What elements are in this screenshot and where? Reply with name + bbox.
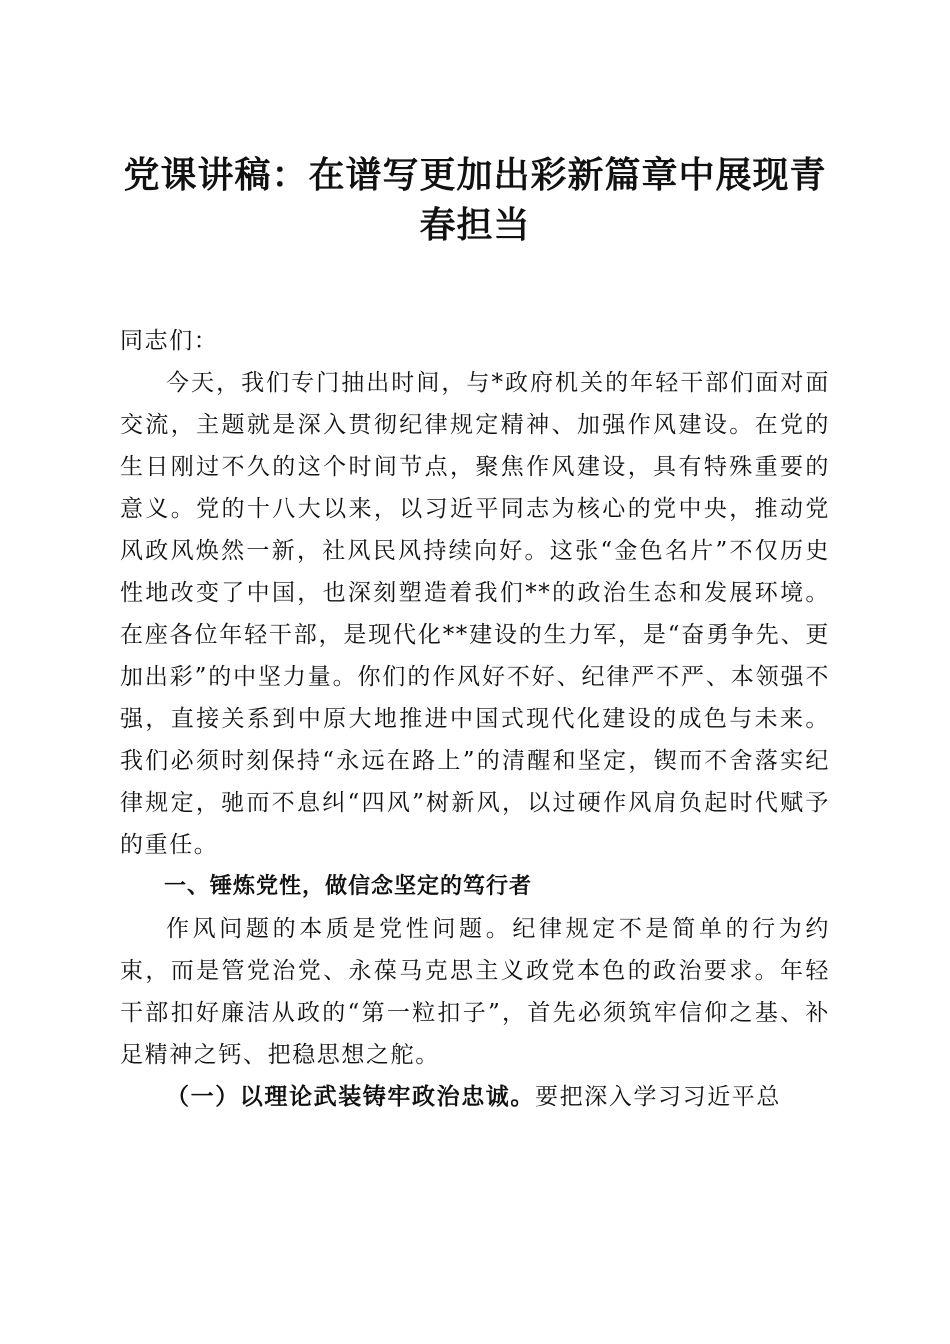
subsection-1-lead: （一）以理论武装铸牢政治忠诚。 [166, 1083, 535, 1110]
subsection-1-text: 要把深入学习习近平总 [535, 1084, 781, 1110]
subsection-1-paragraph [120, 1076, 830, 1118]
document-title: 党课讲稿：在谱写更加出彩新篇章中展现青春担当 [123, 154, 827, 246]
section-1-paragraph: 作风问题的本质是党性问题。纪律规定不是简单的行为约束，而是管党治党、永葆马克思主义政党本色的政治要求。年轻干部扣好廉洁从政的“第一粒扣子”，首先必须筑牢信仰之基、补足精神之钙、把稳思想之舵。 [120, 916, 830, 1068]
salutation: 同志们： [120, 328, 219, 354]
intro-paragraph: 今天，我们专门抽出时间，与*政府机关的年轻干部们面对面交流，主题就是深入贯彻纪律规定精神、加强作风建设。在党的生日刚过不久的这个时间节点，聚焦作风建设，具有特殊重要的意义。党的十八大以来，以习近平同志为核心的党中央，推动党风政风焕然一新，社风民风持续向好。这张“金色名片”不仅历史性地改变了中国，也深刻塑造着我们**的政治生态和发展环境。在座各位年轻干部，是现代化**建设的生力军，是“奋勇争先、更加出彩”的中坚力量。你们的作风好不好、纪律严不严、本领强不强，直接关系到中原大地推进中国式现代化建设的成色与未来。我们必须时刻保持“永远在路上”的清醒和坚定，锲而不舍落实纪律规定，驰而不息纠“四风”树新风，以过硬作风肩负起时代赋予的重任。 [120, 370, 830, 858]
document-body [120, 320, 830, 1118]
section-1-heading: 一、锤炼党性，做信念坚定的笃行者 [164, 874, 533, 899]
